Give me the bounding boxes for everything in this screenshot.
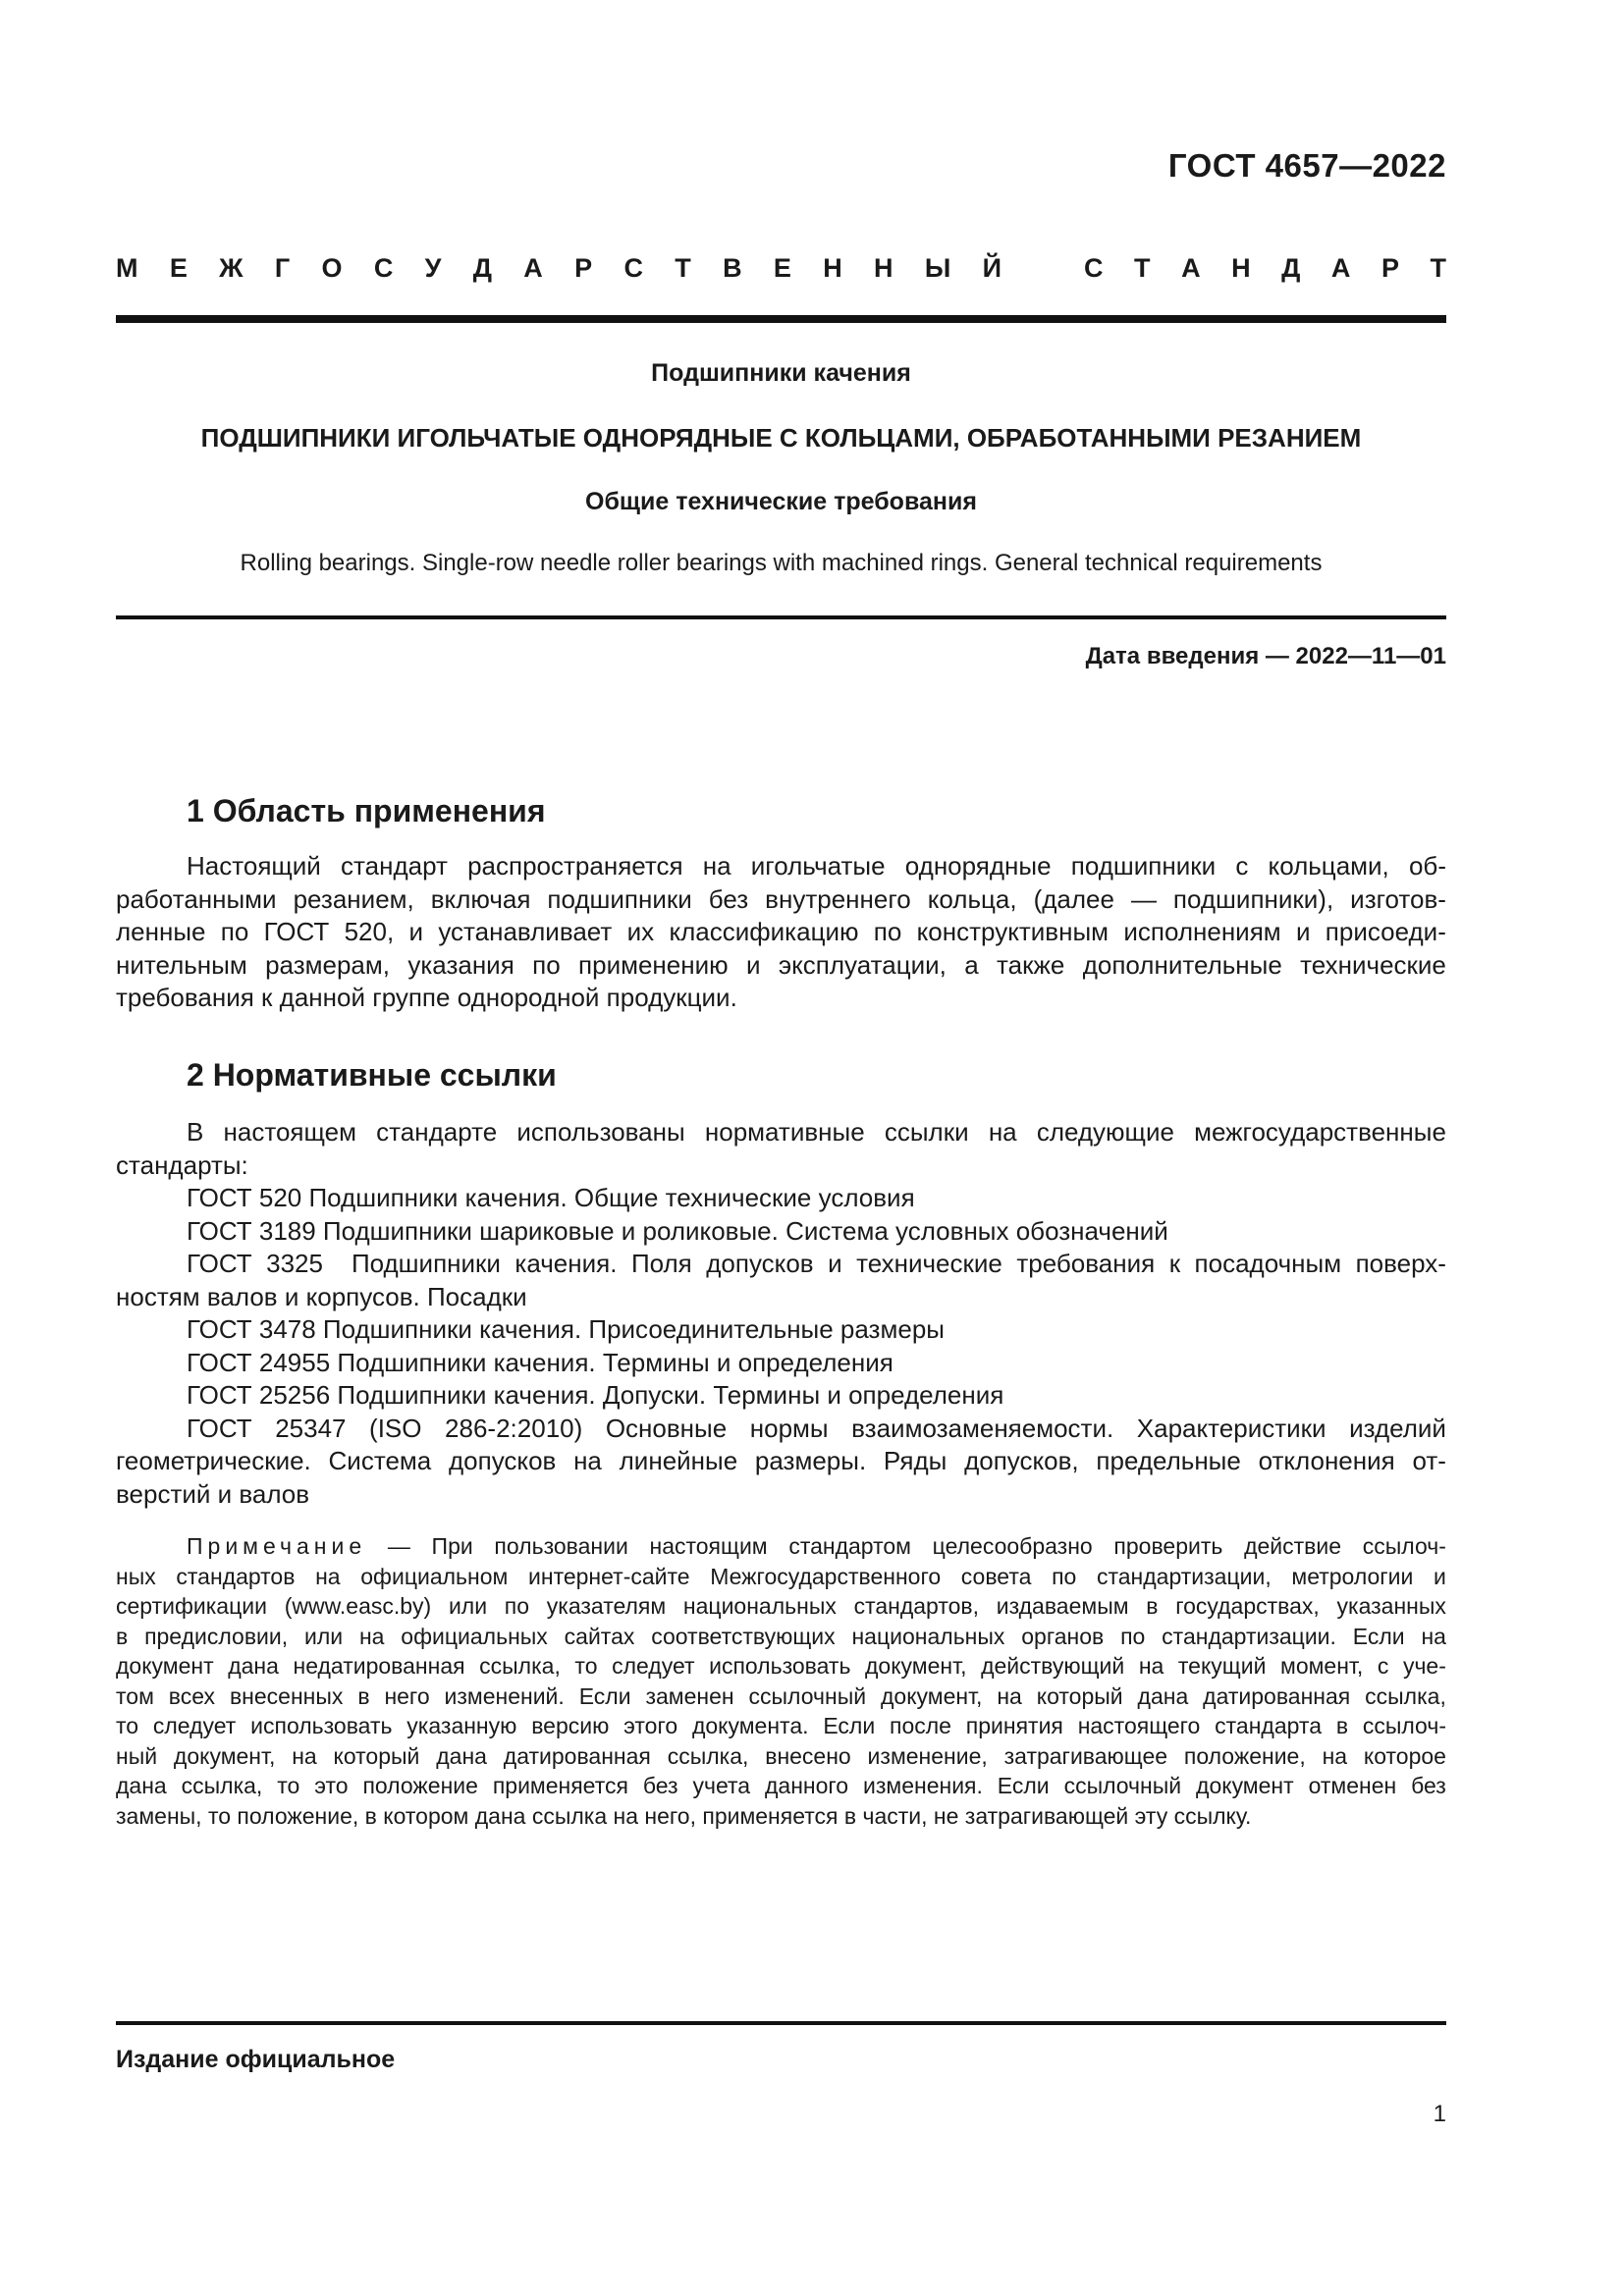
banner-letter: Г [274, 253, 291, 283]
text-line: ГОСТ 24955 Подшипники качения. Термины и определения [187, 1347, 893, 1377]
banner-letter: Р [574, 253, 593, 283]
note-line: дана ссылка, то это положение применяется без учета данного изменения. Если ссылочный документ отменен без [116, 1773, 1446, 1798]
banner-letter: С [373, 253, 394, 283]
note-line: в предисловии, или на официальных сайтах соответствующих национальных органов по стандартизации. Если на [116, 1623, 1446, 1649]
section-2-body [116, 1116, 1446, 1511]
banner-letter: Й [982, 253, 1001, 283]
document-subtitle: Общие технические требования [585, 488, 977, 515]
page-number: 1 [1433, 2101, 1446, 2127]
interstate-word [116, 253, 1001, 284]
introduction-date: Дата введения — 2022—11—01 [1085, 643, 1446, 669]
standard-word [1084, 253, 1446, 284]
text-line: ленные по ГОСТ 520, и устанавливает их классификацию по конструктивным исполнениям и присоеди- [116, 917, 1446, 946]
banner-letter: Д [472, 253, 492, 283]
banner-letter: С [1084, 253, 1104, 283]
banner-letter: Д [1281, 253, 1301, 283]
text-line: работанными резанием, включая подшипники без внутреннего кольца, (далее — подшипники), изготов- [116, 883, 1446, 914]
text-line: ГОСТ 3325 Подшипники качения. Поля допусков и технические требования к посадочным поверх- [187, 1249, 1446, 1278]
note-line: документ дана недатированная ссылка, то следует использовать документ, действующий на текущий момент, с уче- [116, 1653, 1446, 1679]
text-line: ГОСТ 25256 Подшипники качения. Допуски. Термины и определения [187, 1380, 1004, 1410]
note-line: сертификации (www.easc.by) или по указателям национальных стандартов, издаваемым в государствах, указанных [116, 1593, 1446, 1619]
section-1-heading: 1 Область применения [187, 793, 546, 828]
header-rule [116, 315, 1446, 323]
text-line: верстий и валов [116, 1478, 310, 1509]
note-line: том всех внесенных в него изменений. Если заменен ссылочный документ, на который дана датированная ссылка, [116, 1682, 1446, 1709]
text-line: ГОСТ 25347 (ISO 286-2:2010) Основные нормы взаимозаменяемости. Характеристики изделий [187, 1413, 1446, 1443]
note-line: Примечание — При пользовании настоящим стандартом целесообразно проверить действие ссылоч- [116, 1531, 1446, 1562]
official-edition-label: Издание официальное [116, 2046, 396, 2073]
text-line: требования к данной группе однородной продукции. [116, 983, 737, 1012]
text-line: стандарты: [116, 1149, 248, 1180]
text-line: нительным размерам, указания по применению и эксплуатации, а также дополнительные технические [116, 949, 1446, 980]
note-line: ных стандартов на официальном интернет-сайте Межгосударственного совета по стандартизации, метрологии и [116, 1563, 1446, 1589]
title-rule [116, 615, 1446, 619]
banner-letter: Т [1134, 253, 1151, 283]
banner-letter: У [424, 253, 442, 283]
banner-letter: А [1181, 253, 1201, 283]
banner-letter: О [321, 253, 343, 283]
document-subject: Подшипники качения [651, 359, 911, 387]
banner-letter: Ы [924, 253, 951, 283]
banner-letter: А [523, 253, 543, 283]
text-line: ГОСТ 520 Подшипники качения. Общие технические условия [187, 1183, 915, 1212]
banner-letter: Ж [219, 253, 244, 283]
banner-letter: М [116, 253, 138, 283]
text-line: ностям валов и корпусов. Посадки [116, 1281, 527, 1311]
document-code: ГОСТ 4657—2022 [1167, 147, 1446, 184]
text-line: ГОСТ 3189 Подшипники шариковые и роликовые. Система условных обозначений [187, 1215, 1168, 1246]
banner-letter: Е [169, 253, 188, 283]
banner-letter: Т [675, 253, 691, 283]
footer-rule [116, 2021, 1446, 2025]
note-line: то следует использовать указанную версию этого документа. Если после принятия настоящего стандарта в ссылоч- [116, 1713, 1446, 1738]
note-lead: Примечание [187, 1533, 367, 1559]
text-line: Настоящий стандарт распространяется на игольчатые однорядные подшипники с кольцами, об- [187, 851, 1446, 881]
banner-letter: Н [874, 253, 893, 283]
banner-letter: С [623, 253, 643, 283]
note-line: ный документ, на который дана датированная ссылка, внесено изменение, затрагивающее положение, на которое [116, 1742, 1446, 1769]
banner-letter: Т [1430, 253, 1446, 283]
document-title: ПОДШИПНИКИ ИГОЛЬЧАТЫЕ ОДНОРЯДНЫЕ С КОЛЬЦАМИ, ОБРАБОТАННЫМИ РЕЗАНИЕМ [200, 423, 1362, 453]
banner-letter: В [723, 253, 742, 283]
interstate-standard-banner [116, 253, 1446, 284]
text-line: геометрические. Система допусков на линейные размеры. Ряды допусков, предельные отклонения от- [116, 1446, 1446, 1475]
banner-letter: А [1330, 253, 1351, 283]
section-2-heading: 2 Нормативные ссылки [187, 1057, 557, 1093]
banner-letter: Н [823, 253, 842, 283]
banner-letter: Е [773, 253, 791, 283]
text-line: ГОСТ 3478 Подшипники качения. Присоединительные размеры [187, 1314, 945, 1344]
section-1-body [116, 850, 1446, 1015]
note-line: замены, то положение, в котором дана ссылка на него, применяется в части, не затрагивающей эту ссылку. [116, 1802, 1252, 1829]
banner-letter: Н [1231, 253, 1251, 283]
note-block [116, 1531, 1446, 1831]
english-title: Rolling bearings. Single-row needle roller bearings with machined rings. General technical requirements [240, 550, 1323, 576]
banner-letter: Р [1380, 253, 1399, 283]
text-line: В настоящем стандарте использованы нормативные ссылки на следующие межгосударственные [187, 1117, 1446, 1147]
